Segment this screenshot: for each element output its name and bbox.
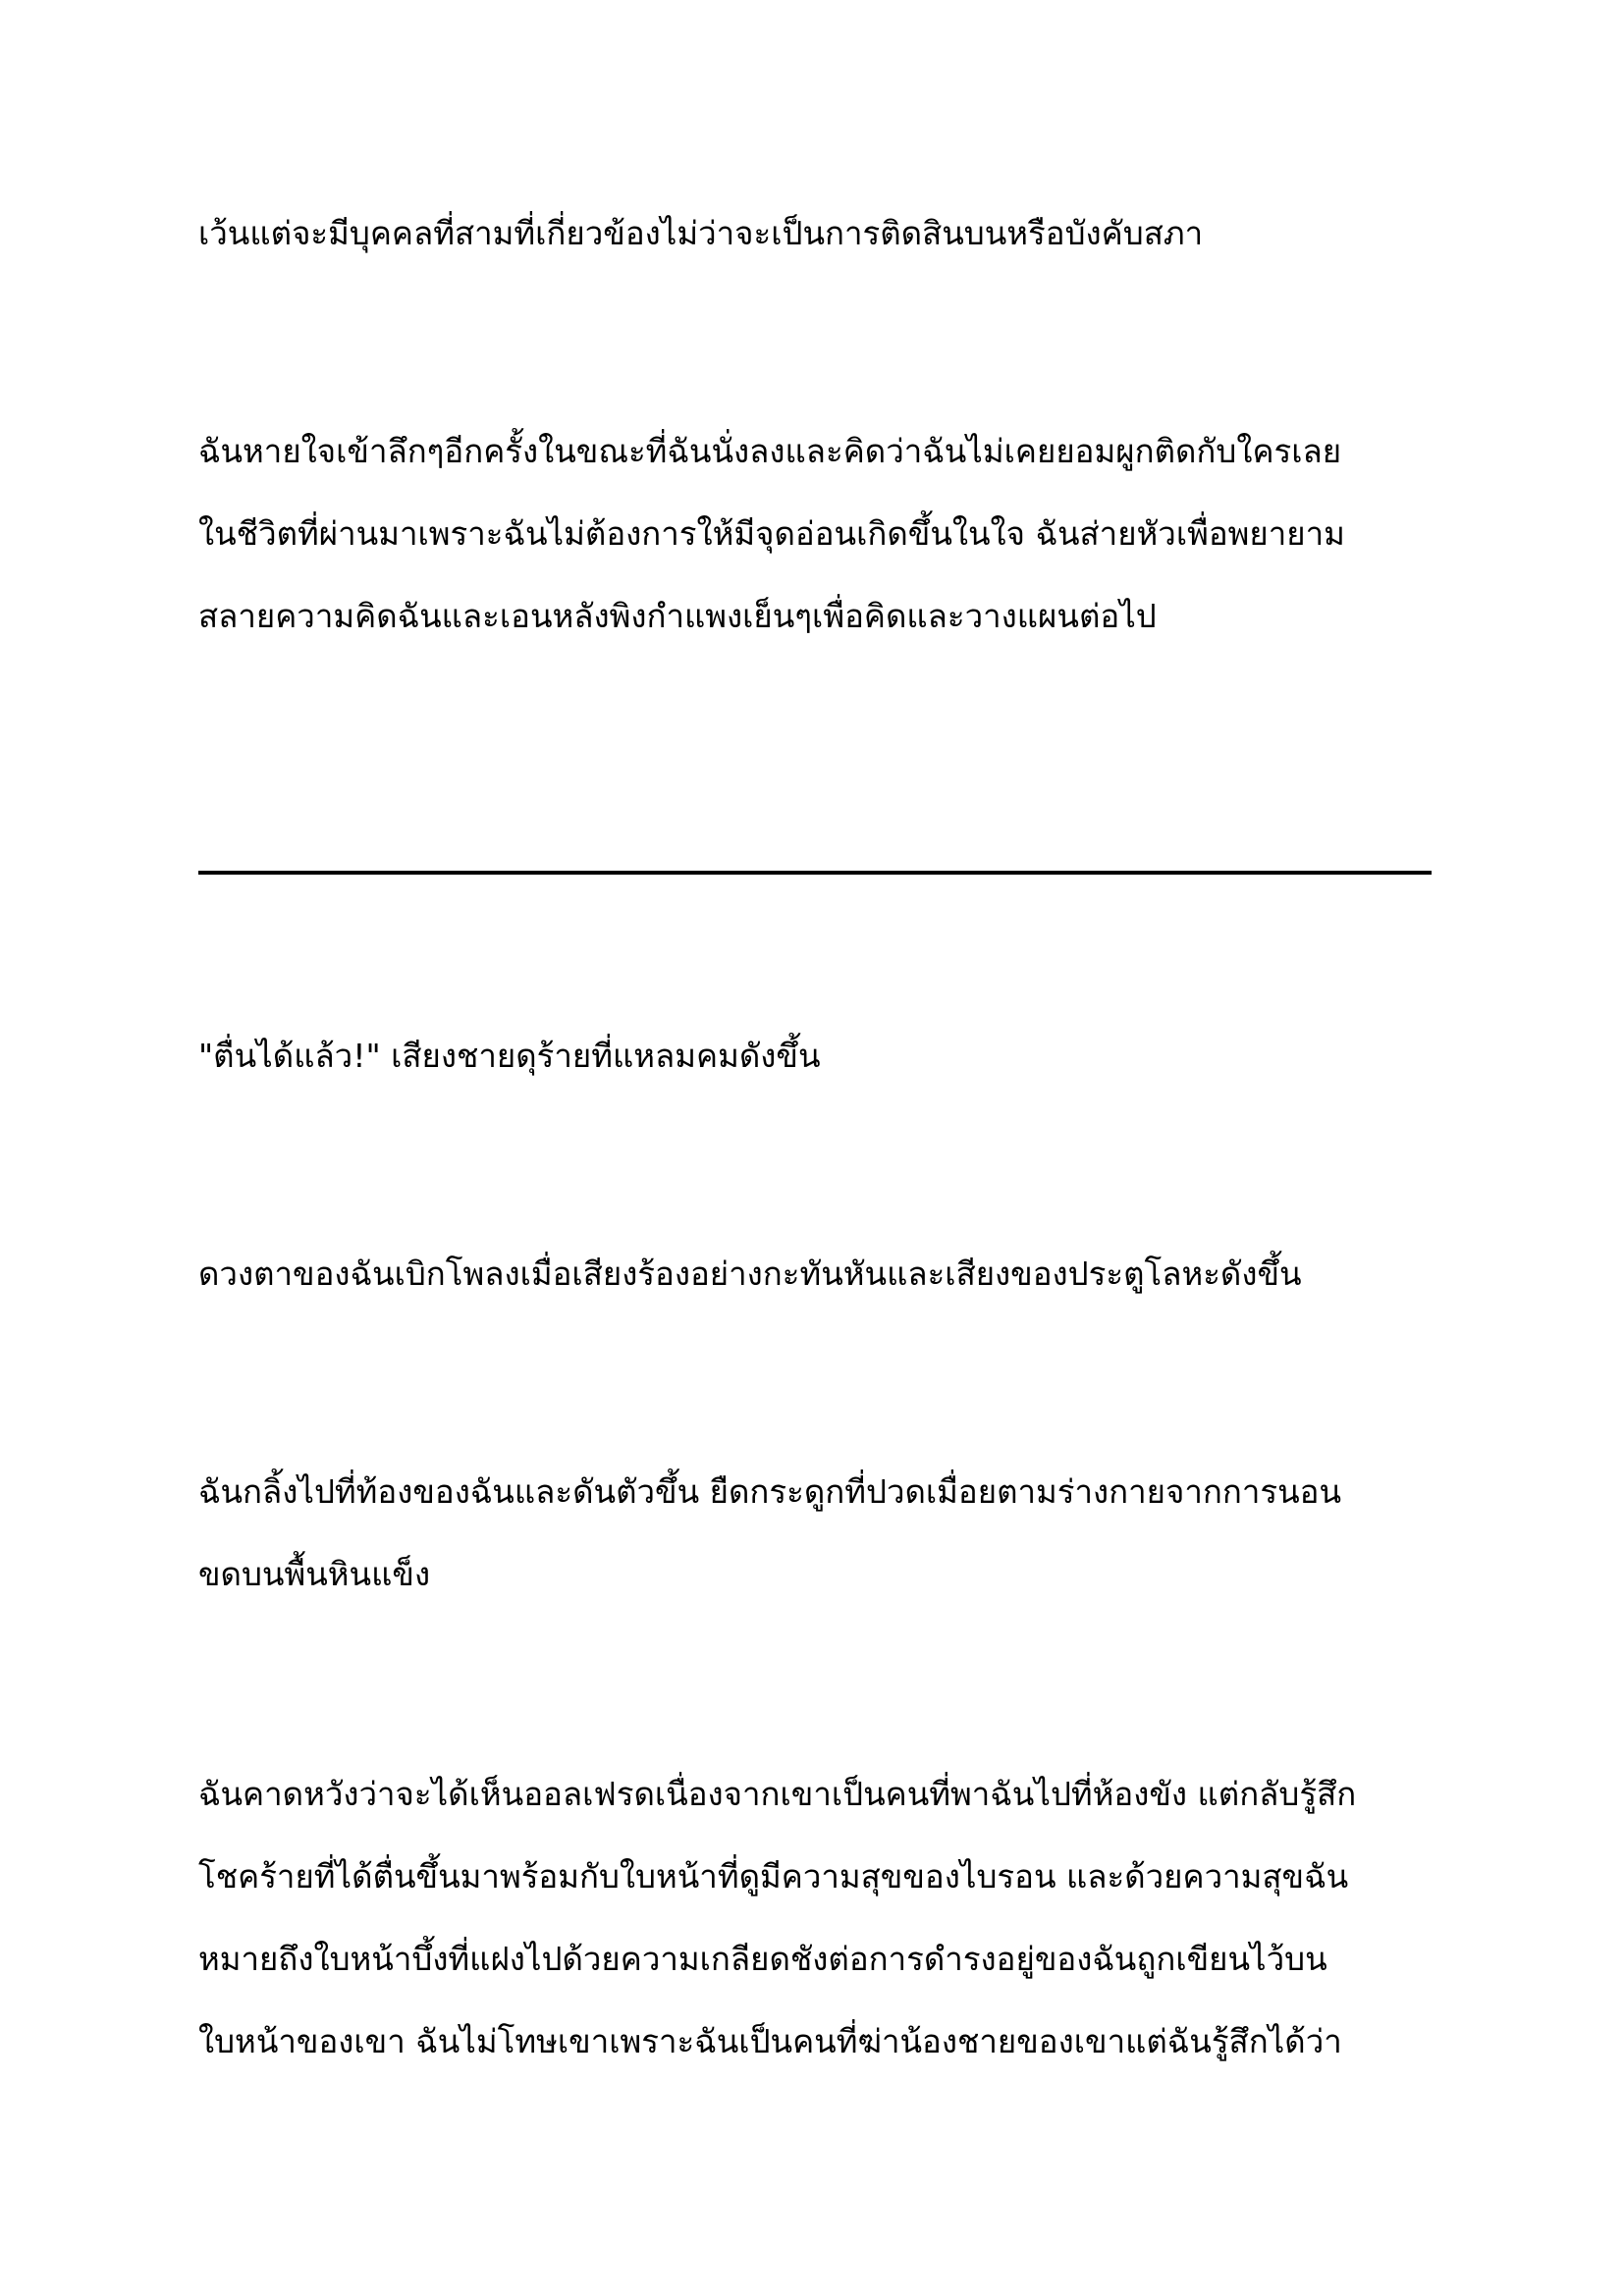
paragraph-expectation-line-1: ฉันคาดหวังว่าจะได้เห็นออลเฟรดเนื่องจากเขาเป็นคนที่พาฉันไปที่ห้องขัง แต่กลับรู้สึก [198,1775,1357,1813]
paragraph-deep-breath-line-3: สลายความคิดฉันและเอนหลังพิงกำแพงเย็นๆเพื่อคิดและวางแผนต่อไป [198,597,1157,635]
paragraph-expectation-line-4: ใบหน้าของเขา ฉันไม่โทษเขาเพราะฉันเป็นคนที่ฆ่าน้องชายของเขาแต่ฉันรู้สึกได้ว่า [198,2022,1342,2060]
section-divider [198,871,1432,875]
paragraph-deep-breath-line-2: ในชีวิตที่ผ่านมาเพราะฉันไม่ต้องการให้มีจุดอ่อนเกิดขึ้นในใจ ฉันส่ายหัวเพื่อพยายาม [198,514,1345,553]
paragraph-bribery-line-1: เว้นแต่จะมีบุคคลที่สามที่เกี่ยวข้องไม่ว่าจะเป็นการติดสินบนหรือบังคับสภา [198,214,1204,252]
paragraph-eyes-open-line-1: ดวงตาของฉันเบิกโพลงเมื่อเสียงร้องอย่างกะทันหันและเสียงของประตูโลหะดังขึ้น [198,1255,1302,1293]
paragraph-deep-breath-line-1: ฉันหายใจเข้าลึกๆอีกครั้งในขณะที่ฉันนั่งลงและคิดว่าฉันไม่เคยยอมผูกติดกับใครเลย [198,432,1342,470]
paragraph-expectation-line-3: หมายถึงใบหน้าบึ้งที่แฝงไปด้วยความเกลียดชังต่อการดำรงอยู่ของฉันถูกเขียนไว้บน [198,1940,1327,1978]
paragraph-roll-over-line-2: ขดบนพื้นหินแข็ง [198,1555,431,1593]
paragraph-expectation-line-2: โชคร้ายที่ได้ตื่นขึ้นมาพร้อมกับใบหน้าที่ดูมีความสุขของไบรอน และด้วยความสุขฉัน [198,1857,1349,1896]
paragraph-roll-over-line-1: ฉันกลิ้งไปที่ท้องของฉันและดันตัวขึ้น ยืดกระดูกที่ปวดเมื่อยตามร่างกายจากการนอน [198,1472,1342,1511]
paragraph-wake-up-line-1: "ตื่นได้แล้ว!" เสียงชายดุร้ายที่แหลมคมดังขึ้น [198,1037,821,1075]
